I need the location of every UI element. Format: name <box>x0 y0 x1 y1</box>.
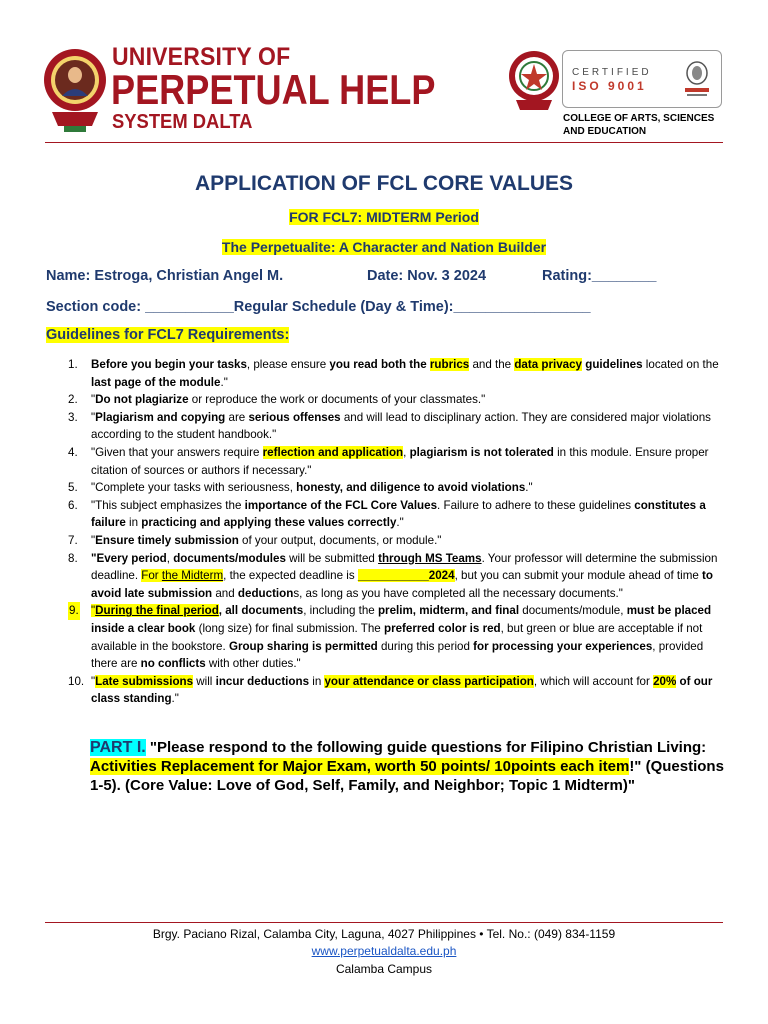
theme-subtitle: The Perpetualite: A Character and Nation Builder <box>221 239 547 255</box>
footer-address: Brgy. Paciano Rizal, Calamba City, Laguna, 4027 Philippines • Tel. No.: (049) 834-1159 <box>152 927 616 941</box>
footer-campus: Calamba Campus <box>335 962 433 976</box>
list-item: 1. Before you begin your tasks, please ensure you read both the rubrics and the data privacy guidelines located on the last page of the module." <box>68 358 719 389</box>
section-field: Section code: ___________Regular Schedule (Day & Time):_________________ <box>46 299 591 315</box>
iso-label: ISO 9001 <box>572 79 647 93</box>
list-item: 9. "During the final period, all documents, including the prelim, midterm, and final documents/module, must be placed inside a clear book (long size) for final submission. The preferred color is red, but green or blue are acceptable if not available in the bookstore. Group sharing is permitted during this period for processing your experiences, provided there are no conflicts with other duties." <box>69 604 712 671</box>
university-name-line2: PERPETUAL HELP <box>111 66 436 113</box>
list-item: 3. "Plagiarism and copying are serious offenses and will lead to disciplinary action. They are considered major violations according to the student handbook." <box>68 410 711 442</box>
list-item: 10. "Late submissions will incur deductions in your attendance or class participation, which will account for 20% of our class standing." <box>68 674 713 706</box>
part-one-instructions: PART I. "Please respond to the following guide questions for Filipino Christian Living: Activities Replacement for Major Exam, worth 50 points/ 10points each item!" (Questions 1-5). (Core Value: Love of God, Self, Family, and Neighbor; Topic 1 Midterm)" <box>90 739 724 794</box>
list-item: 4. "Given that your answers require reflection and application, plagiarism is not tolerated in this module. Ensure proper citation of sources or authors if necessary." <box>68 445 709 477</box>
footer-divider <box>45 922 723 923</box>
list-item: 5. "Complete your tasks with seriousness, honesty, and diligence to avoid violations." <box>68 481 533 495</box>
date-field: Date: Nov. 3 2024 <box>367 268 487 284</box>
guidelines-list <box>46 356 726 708</box>
rating-field: Rating:________ <box>542 268 657 284</box>
name-field: Name: Estroga, Christian Angel M. <box>46 268 284 284</box>
university-name-line1: UNIVERSITY OF <box>112 43 291 71</box>
page-title: APPLICATION OF FCL CORE VALUES <box>194 172 573 195</box>
bureau-veritas-icon <box>684 60 710 100</box>
period-subtitle: FOR FCL7: MIDTERM Period <box>289 209 479 225</box>
part-one-label: PART I. <box>90 739 146 756</box>
college-name: COLLEGE OF ARTS, SCIENCES AND EDUCATION <box>563 113 715 137</box>
university-name-line3: SYSTEM DALTA <box>112 111 253 133</box>
header-divider <box>45 142 723 143</box>
list-item: 2. "Do not plagiarize or reproduce the work or documents of your classmates." <box>68 393 486 407</box>
website-link[interactable]: www.perpetualdalta.edu.ph <box>311 944 457 958</box>
list-item: 8. "Every period, documents/modules will be submitted through MS Teams. Your professor will determine the submission deadline. For the Midterm, the expected deadline is ___________2024, but you can submit your module ahead of time to avoid late submission and deductions, as long as you have completed all the necessary documents." <box>68 551 718 600</box>
guidelines-heading: Guidelines for FCL7 Requirements: <box>46 327 290 343</box>
college-seal <box>508 48 560 122</box>
list-item: 7. "Ensure timely submission of your output, documents, or module." <box>68 533 442 547</box>
list-item: 6. "This subject emphasizes the importance of the FCL Core Values. Failure to adhere to these guidelines constitutes a failure in practicing and applying these values correctly." <box>68 498 706 530</box>
university-logo <box>42 42 108 138</box>
certified-label: CERTIFIED <box>572 67 652 78</box>
